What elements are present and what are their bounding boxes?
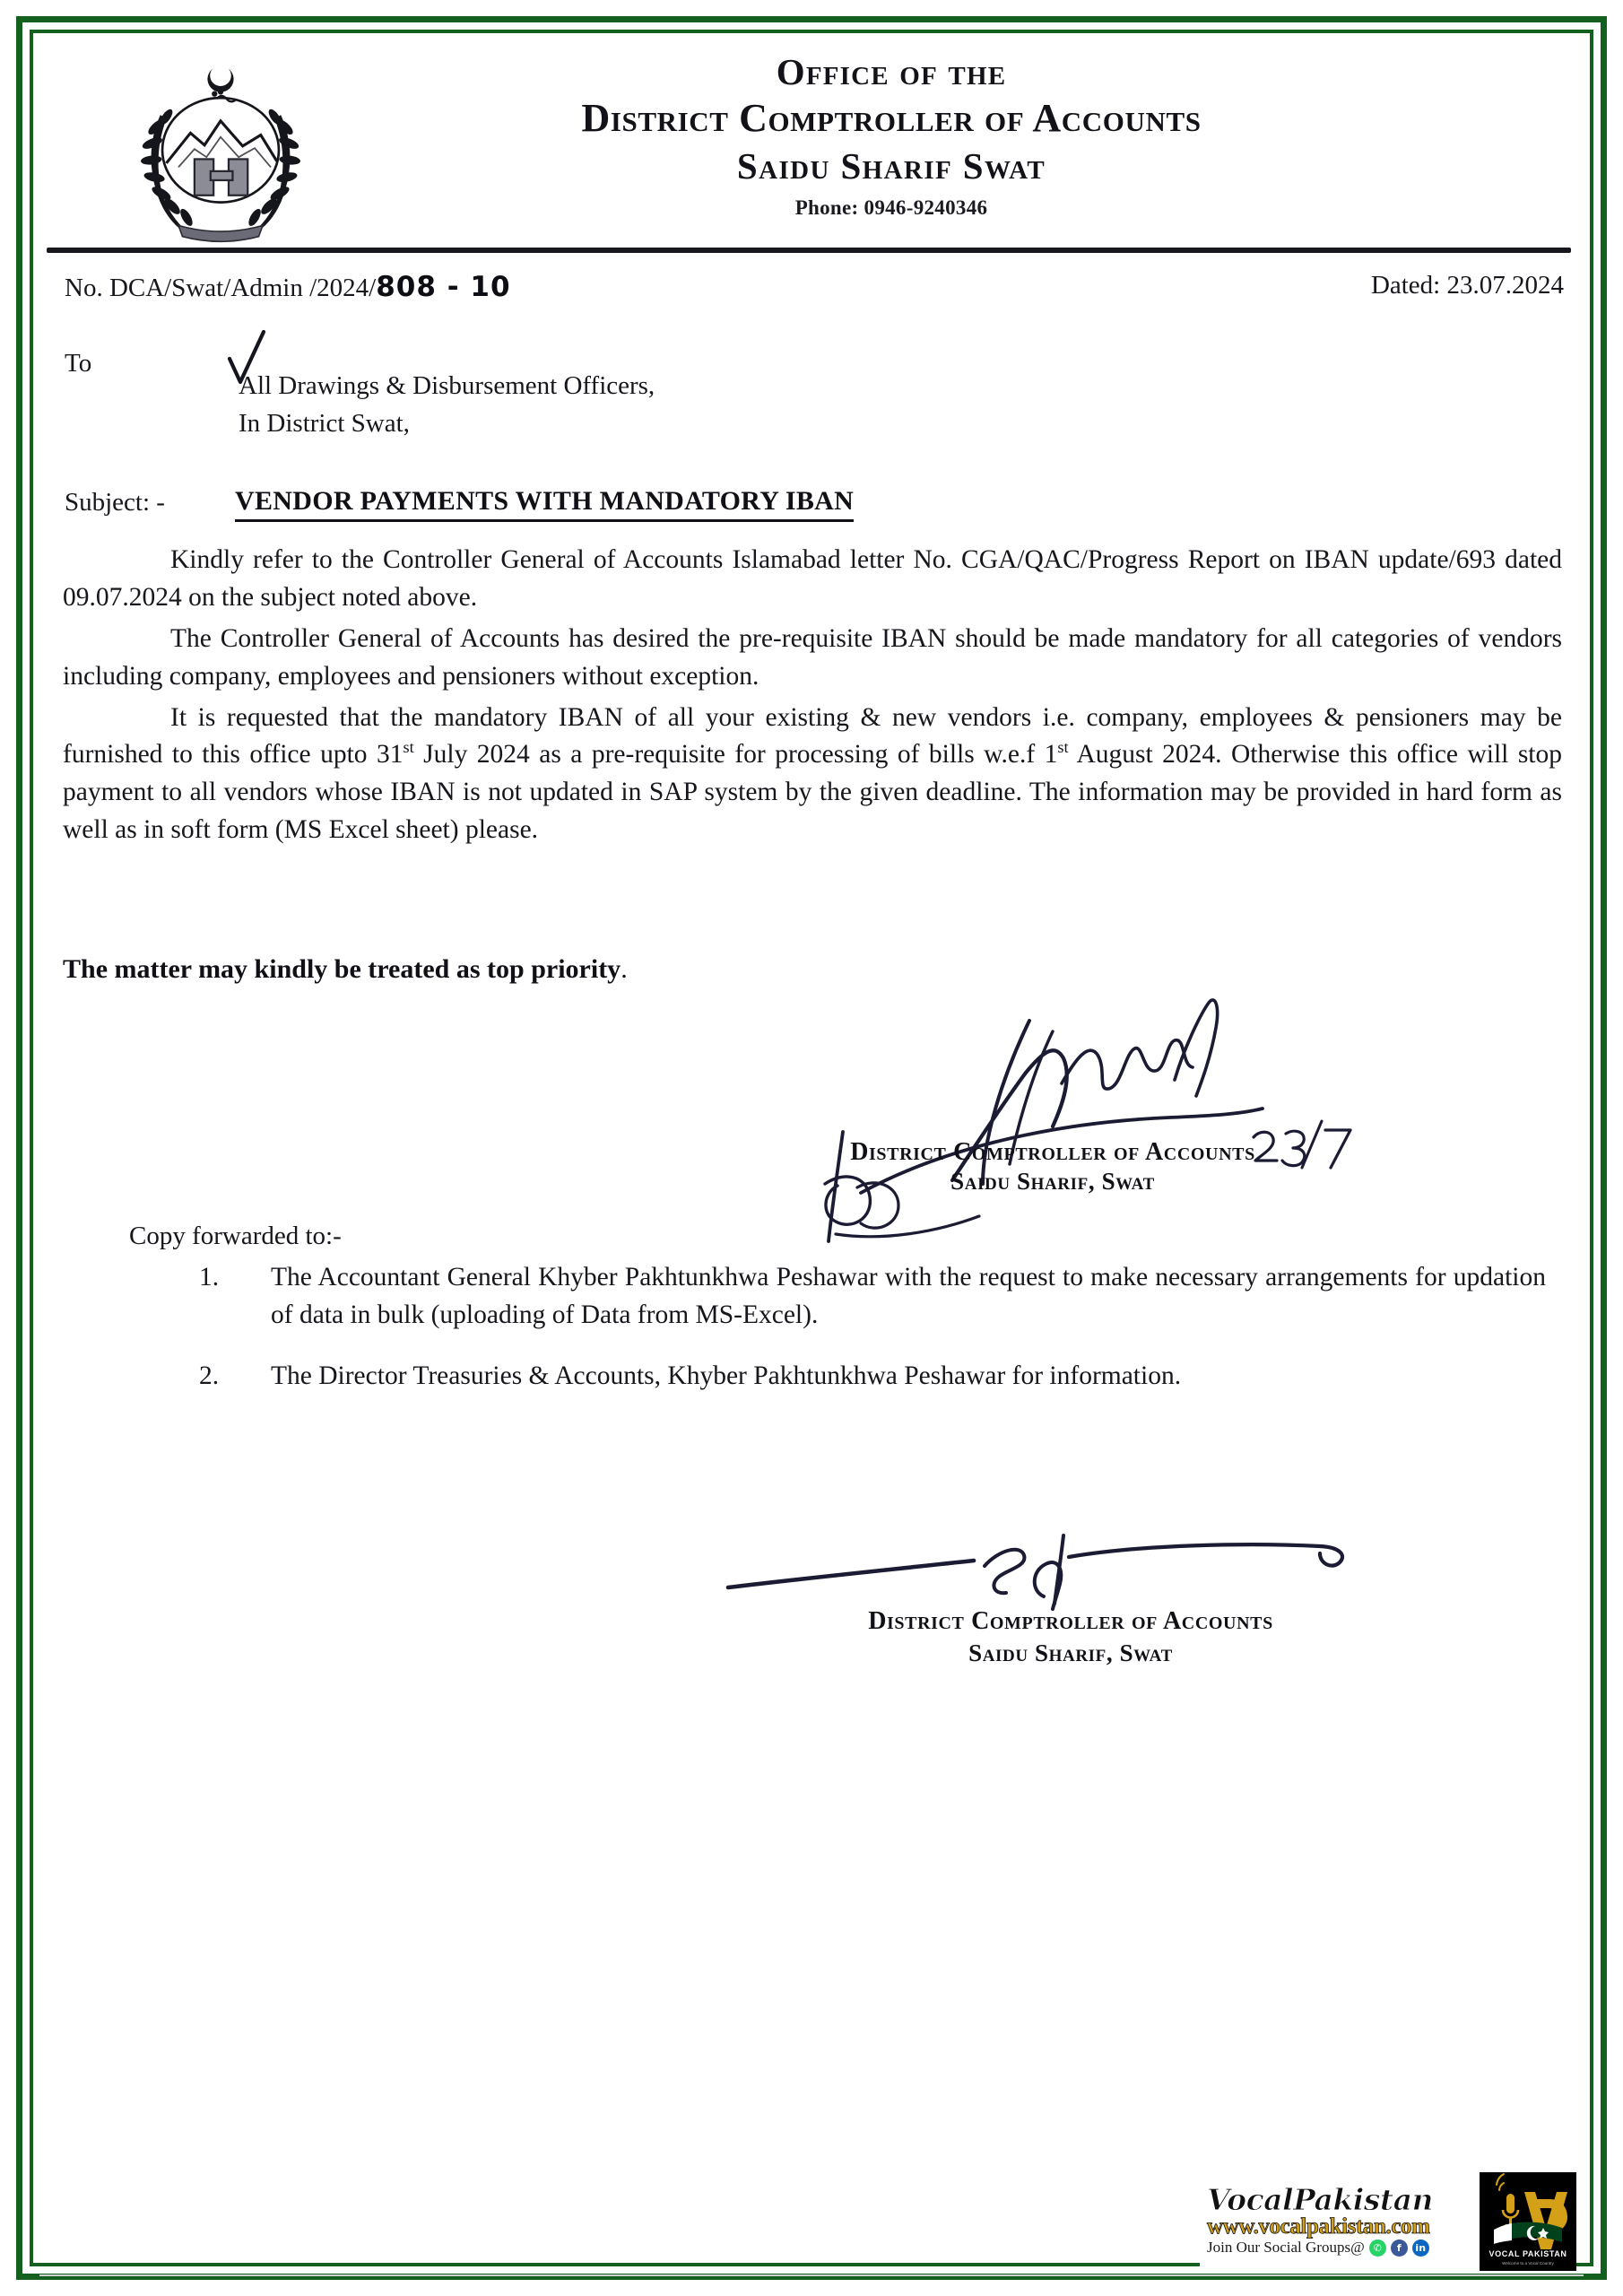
list-item-number: 2.	[199, 1361, 220, 1390]
copy-forwarded-list	[129, 1259, 1546, 1419]
secondary-signature-subtitle: Saidu Sharif, Swat	[968, 1639, 1173, 1666]
department-line: District Comptroller of Accounts	[581, 96, 1202, 141]
priority-statement-period: .	[621, 954, 628, 984]
ordinal-suffix-1st: st	[1057, 738, 1069, 757]
watermark-logo-panel	[1480, 2172, 1576, 2271]
body-paragraph-2: The Controller General of Accounts has desired the pre-requisite IBAN should be made mandatory for all categories of vendors including company, employees and pensioners without exception.	[63, 623, 1562, 691]
secondary-signature-title: District Comptroller of Accounts	[868, 1607, 1273, 1635]
body-paragraph-3-part-b: July 2024 as a pre-requisite for processing of bills w.e.f 1	[413, 740, 1058, 770]
watermark-social-row	[1207, 2239, 1474, 2257]
svg-text:VOCAL PAKISTAN: VOCAL PAKISTAN	[1488, 2249, 1567, 2258]
reference-row	[39, 271, 1584, 314]
watermark-join-label: Join Our Social Groups@	[1207, 2239, 1365, 2257]
subject-label: Subject: -	[65, 488, 165, 517]
reference-number-prefix: No. DCA/Swat/Admin /2024/	[65, 274, 377, 302]
body-paragraph-3	[63, 700, 1562, 850]
office-line: Office of the	[776, 51, 1007, 92]
whatsapp-icon[interactable]: ✆	[1369, 2239, 1386, 2257]
scan-edge-line	[39, 2274, 1584, 2276]
svg-text:Welcome to a Vocal Country: Welcome to a Vocal Country	[1502, 2261, 1554, 2266]
letter-date: Dated: 23.07.2024	[1370, 271, 1564, 300]
header-divider	[47, 248, 1571, 253]
letter-body	[63, 542, 1562, 853]
priority-statement-bold: The matter may kindly be treated as top priority	[63, 954, 621, 984]
location-line: Saidu Sharif Swat	[736, 145, 1046, 187]
body-paragraph-3-part-a: It is requested that the mandatory IBAN of all your existing & new vendors i.e. company, employees & pensioners may be furnished to this office upto 31	[63, 702, 1562, 770]
list-item-text: The Accountant General Khyber Pakhtunkhwa Peshawar with the request to make necessary arrangements for updation of data in bulk (uploading of Data from MS-Excel).	[271, 1263, 1546, 1329]
to-label: To	[65, 349, 92, 378]
addressee-line-1: All Drawings & Disbursement Officers,	[239, 371, 655, 400]
list-item	[129, 1259, 1546, 1335]
addressee-line-2: In District Swat,	[239, 409, 410, 438]
primary-signature-subtitle: Saidu Sharif, Swat	[950, 1168, 1155, 1195]
reference-number-handwritten: 808 - 10	[376, 271, 511, 303]
body-paragraph-1: Kindly refer to the Controller General of Accounts Islamabad letter No. CGA/QAC/Progress Report on IBAN update/693 dated 09.07.2024 on the subject noted above.	[63, 545, 1562, 612]
copy-forwarded-heading: Copy forwarded to:-	[129, 1222, 342, 1250]
watermark-brand: VocalPakistan	[1207, 2181, 1434, 2217]
subject-value: VENDOR PAYMENTS WITH MANDATORY IBAN	[235, 486, 854, 522]
phone-line: Phone: 0946-9240346	[794, 196, 988, 220]
list-item-text: The Director Treasuries & Accounts, Khyber Pakhtunkhwa Peshawar for information.	[271, 1361, 1182, 1390]
body-paragraph-3-part-c: August 2024. Otherwise this office will stop payment to all vendors whose IBAN is not updated in SAP system by the given deadline. The information may be provided in hard form as well as in soft form (MS Excel sheet) please.	[63, 740, 1562, 845]
list-item	[129, 1358, 1546, 1396]
reference-number	[65, 271, 511, 303]
primary-signature-title: District Comptroller of Accounts	[850, 1138, 1255, 1166]
list-item-number: 1.	[199, 1263, 220, 1292]
letterhead	[39, 39, 1584, 255]
vocal-pakistan-watermark	[1200, 2172, 1576, 2271]
priority-statement	[63, 954, 628, 985]
document-page	[39, 39, 1584, 2266]
secondary-signature-block	[622, 1518, 1519, 1697]
ordinal-suffix-31st: st	[403, 738, 414, 757]
vocal-pakistan-logo-icon	[1480, 2172, 1576, 2271]
khyber-pakhtunkhwa-government-emblem-icon	[120, 47, 321, 248]
letterhead-titles	[335, 50, 1447, 220]
watermark-url[interactable]: www.vocalpakistan.com	[1207, 2214, 1430, 2239]
watermark-text-panel	[1200, 2172, 1480, 2271]
linkedin-icon[interactable]: in	[1412, 2239, 1429, 2257]
facebook-icon[interactable]: f	[1391, 2239, 1408, 2257]
primary-signature-block	[667, 972, 1492, 1205]
